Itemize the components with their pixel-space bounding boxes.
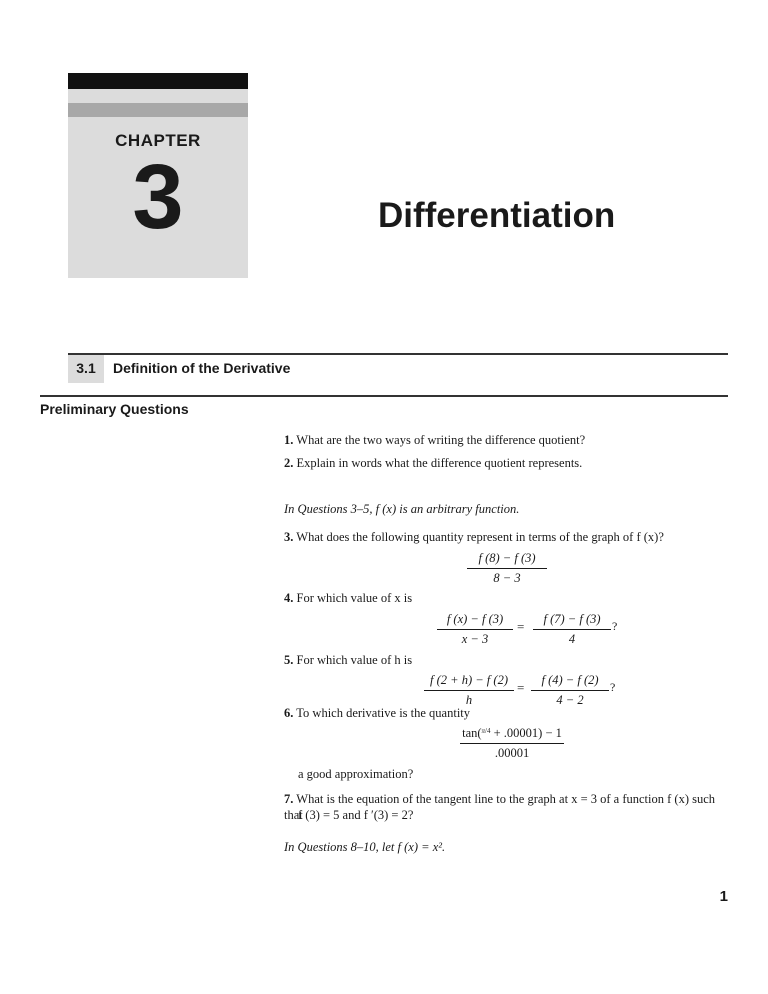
subsection-title: Preliminary Questions (40, 401, 189, 417)
question-6-fraction (460, 726, 564, 761)
question-6-numerator (460, 726, 564, 743)
intro-questions-8-10: In Questions 8–10, let f (x) = x². (284, 840, 446, 854)
question-4-text: For which value of x is (296, 591, 413, 605)
question-6-denominator: .00001 (460, 743, 564, 761)
question-5-text: For which value of h is (296, 653, 413, 667)
chapter-bar-gray (68, 103, 248, 117)
question-6-pi-over-4: π/4 (481, 727, 491, 735)
question-4-rhs-fraction (533, 612, 611, 647)
question-4-lhs-fraction (437, 612, 513, 647)
question-5 (284, 652, 730, 668)
question-3-text: What does the following quantity represent in terms of the graph of f (x)? (296, 530, 664, 544)
question-6-pi: π (481, 727, 486, 735)
subsection-rule (40, 395, 728, 397)
question-7-line-2: f (3) = 5 and f ′(3) = 2? (298, 808, 414, 822)
question-6 (284, 705, 730, 721)
chapter-label: CHAPTER (115, 131, 201, 150)
question-3-numerator: f (8) − f (3) (478, 551, 536, 565)
intro-questions-3-5: In Questions 3–5, f (x) is an arbitrary function. (284, 502, 520, 516)
question-6-numerator-rest: + .00001) − 1 (490, 726, 562, 740)
section-number: 3.1 (76, 360, 96, 376)
question-3 (284, 529, 730, 545)
question-7-text: What is the equation of the tangent line to the graph at x = 3 of a function f (x) such that (284, 792, 716, 822)
question-1-text: What are the two ways of writing the difference quotient? (296, 433, 586, 447)
question-5-tail: ? (610, 680, 616, 694)
question-4-equals: = (517, 619, 525, 634)
chapter-bar-black (68, 73, 248, 89)
chapter-number: 3 (132, 146, 184, 248)
chapter-title: Differentiation (378, 196, 616, 235)
question-5-lhs-numerator: f (2 + h) − f (2) (430, 673, 508, 687)
question-6-tan: tan( (462, 726, 482, 740)
chapter-block (68, 73, 248, 278)
question-4 (284, 590, 730, 606)
question-4-number: 4. (284, 591, 294, 605)
question-5-lhs-denominator: h (424, 690, 514, 708)
question-6-four: 4 (487, 727, 491, 735)
question-2 (284, 455, 730, 471)
question-5-rhs-fraction (531, 673, 609, 708)
question-2-number: 2. (284, 456, 294, 470)
section-top-rule (68, 353, 728, 355)
question-5-lhs-fraction (424, 673, 514, 708)
page-number: 1 (719, 888, 728, 905)
question-4-rhs-numerator: f (7) − f (3) (543, 612, 601, 626)
question-4-rhs-denominator: 4 (533, 629, 611, 647)
question-7-number: 7. (284, 792, 294, 806)
question-6-text: To which derivative is the quantity (296, 706, 471, 720)
question-1-number: 1. (284, 433, 294, 447)
question-3-denominator: 8 − 3 (467, 568, 547, 586)
question-3-fraction (467, 551, 547, 586)
question-6-number: 6. (284, 706, 294, 720)
question-4-lhs-denominator: x − 3 (437, 629, 513, 647)
question-5-number: 5. (284, 653, 294, 667)
question-3-number: 3. (284, 530, 294, 544)
question-5-equals: = (517, 680, 525, 695)
question-4-lhs-numerator: f (x) − f (3) (446, 612, 504, 626)
section-title: Definition of the Derivative (113, 360, 291, 376)
question-2-text: Explain in words what the difference quotient represents. (296, 456, 583, 470)
question-4-tail: ? (612, 619, 618, 633)
question-1 (284, 432, 730, 448)
question-5-rhs-denominator: 4 − 2 (531, 690, 609, 708)
question-6-after: a good approximation? (298, 767, 414, 781)
question-5-rhs-numerator: f (4) − f (2) (541, 673, 599, 687)
